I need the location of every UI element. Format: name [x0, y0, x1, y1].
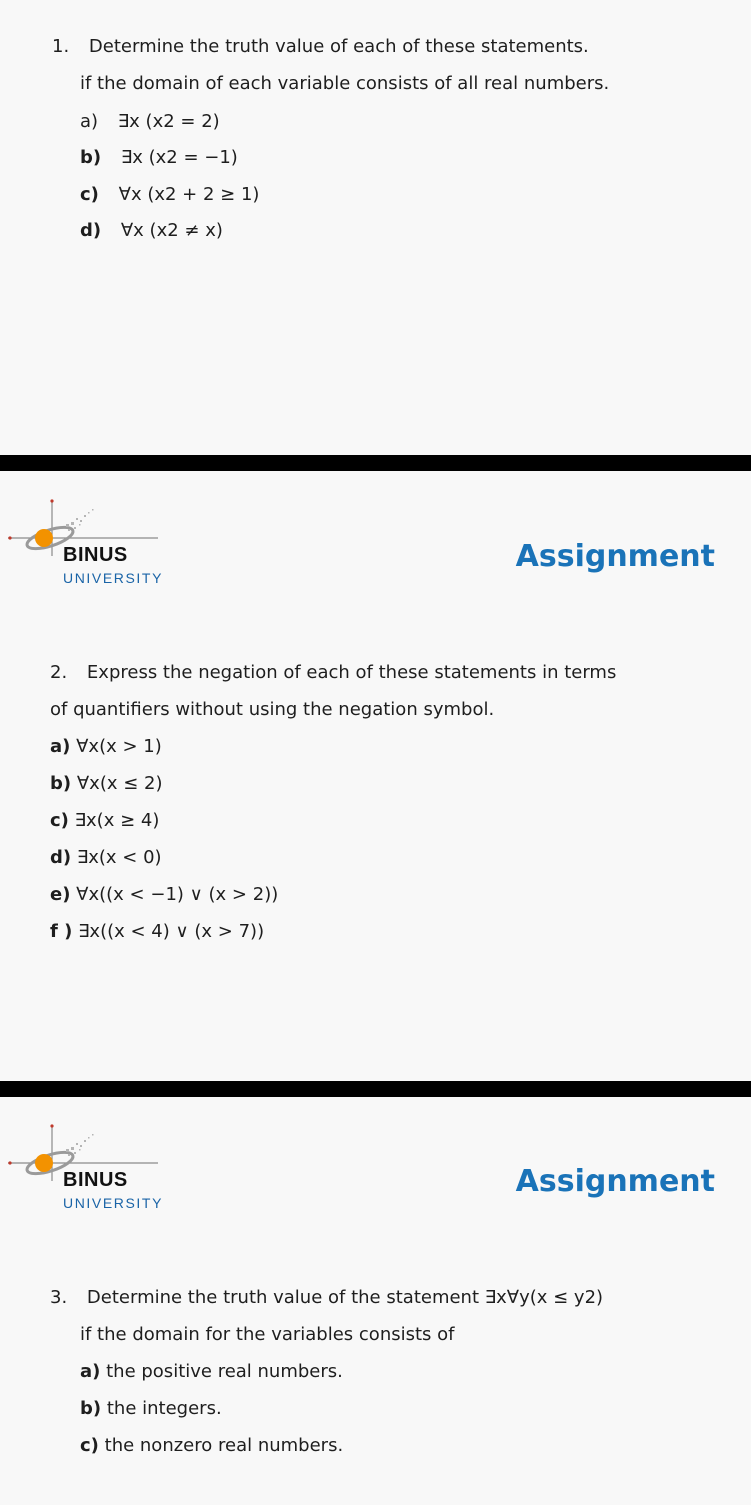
logo-subtitle: UNIVERSITY	[63, 1195, 164, 1211]
item-label: f )	[50, 921, 73, 942]
question-text-continued: if the domain for the variables consists of	[80, 1324, 455, 1345]
question-text-continued: of quantifiers without using the negation symbol.	[50, 699, 495, 720]
slide-divider	[0, 1081, 751, 1097]
item-text: ∀x(x ≤ 2)	[76, 773, 163, 794]
item-text: ∀x((x < −1) ∨ (x > 2))	[76, 884, 279, 905]
list-item	[50, 920, 264, 944]
item-text: the positive real numbers.	[106, 1361, 343, 1382]
question-text-continued: if the domain of each variable consists of all real numbers.	[80, 73, 610, 94]
binus-logo	[8, 1121, 208, 1216]
item-text: ∃x(x < 0)	[76, 847, 162, 868]
item-text: ∀x(x > 1)	[76, 736, 162, 757]
question-number: 1.	[52, 36, 70, 57]
question-number: 2.	[50, 662, 68, 683]
item-label: e)	[50, 884, 71, 905]
list-item	[80, 1397, 222, 1421]
item-text: ∃x(x ≥ 4)	[74, 810, 160, 831]
item-label: c)	[50, 810, 69, 831]
question-text: Express the negation of each of these statements in terms	[86, 662, 617, 683]
slide-divider	[0, 455, 751, 471]
question-text: Determine the truth value of each of these statements.	[88, 36, 589, 57]
slide-1	[0, 0, 751, 455]
list-item	[80, 183, 259, 207]
item-label: a)	[80, 1361, 101, 1382]
item-text: ∀x (x2 + 2 ≥ 1)	[118, 184, 260, 205]
list-item	[50, 809, 159, 833]
item-text: ∃x (x2 = −1)	[120, 147, 238, 168]
slide-title: Assignment	[515, 1164, 715, 1199]
item-label: b)	[80, 1398, 102, 1419]
question-number: 3.	[50, 1287, 68, 1308]
list-item	[50, 772, 163, 796]
list-item	[80, 219, 223, 243]
item-label: b)	[80, 147, 102, 168]
slide-3	[0, 1097, 751, 1505]
list-item	[50, 735, 162, 759]
list-item	[50, 883, 278, 907]
question-1	[52, 35, 589, 59]
question-text: Determine the truth value of the statement ∃x∀y(x ≤ y2)	[86, 1287, 604, 1308]
item-text: ∀x (x2 ≠ x)	[120, 220, 223, 241]
item-label: c)	[80, 184, 99, 205]
item-label: b)	[50, 773, 72, 794]
item-label: d)	[80, 220, 102, 241]
item-label: a)	[80, 111, 99, 132]
item-label: c)	[80, 1435, 99, 1456]
item-text: the integers.	[106, 1398, 222, 1419]
list-item	[80, 1434, 343, 1458]
item-text: ∃x((x < 4) ∨ (x > 7))	[78, 921, 265, 942]
question-2	[50, 661, 616, 685]
item-label: d)	[50, 847, 72, 868]
logo-subtitle: UNIVERSITY	[63, 570, 164, 586]
item-text: ∃x (x2 = 2)	[117, 111, 220, 132]
item-label: a)	[50, 736, 71, 757]
list-item	[80, 110, 220, 134]
list-item	[80, 146, 238, 170]
list-item	[50, 846, 162, 870]
slide-2	[0, 471, 751, 1081]
slide-title: Assignment	[515, 539, 715, 574]
item-text: the nonzero real numbers.	[104, 1435, 344, 1456]
logo-name: BINUS	[63, 544, 128, 566]
binus-logo	[8, 496, 208, 591]
question-3	[50, 1286, 603, 1310]
list-item	[80, 1360, 343, 1384]
logo-name: BINUS	[63, 1169, 128, 1191]
